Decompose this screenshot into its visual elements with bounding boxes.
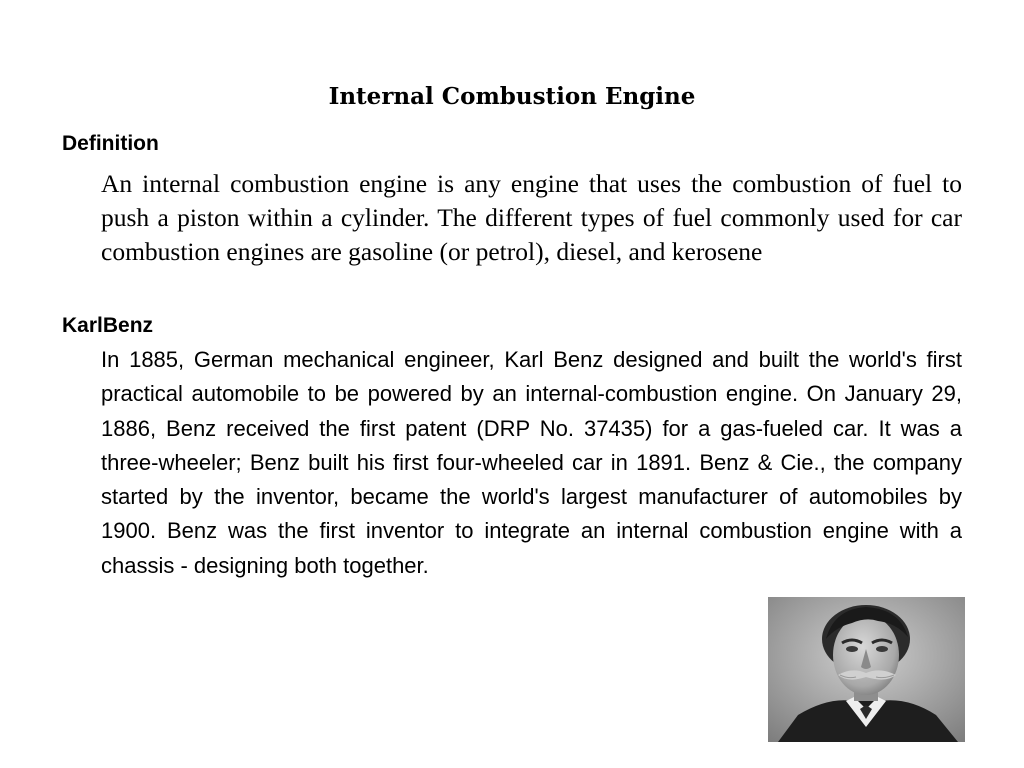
definition-paragraph: An internal combustion engine is any engine that uses the combustion of fuel to push a piston within a cylinder. The different types of fuel commonly used for car combustion engines are gasoline (or petrol), diesel, and kerosene	[101, 169, 962, 266]
section-heading-karl-benz: KarlBenz	[62, 314, 154, 337]
section-heading-definition: Definition	[62, 132, 159, 155]
karl-benz-portrait	[768, 597, 965, 742]
slide-title: Internal Combustion Engine	[328, 83, 696, 110]
karl-benz-paragraph: In 1885, German mechanical engineer, Karl Benz designed and built the world's first practical automobile to be powered by an internal-combustion engine. On January 29, 1886, Benz received the first patent (DRP No. 37435) for a gas-fueled car. It was a three-wheeler; Benz built his first four-wheeled car in 1891. Benz & Cie., the company started by the inventor, became the world's largest manufacturer of automobiles by 1900. Benz was the first inventor to integrate an internal combustion engine with a chassis - designing both together.	[101, 347, 962, 578]
